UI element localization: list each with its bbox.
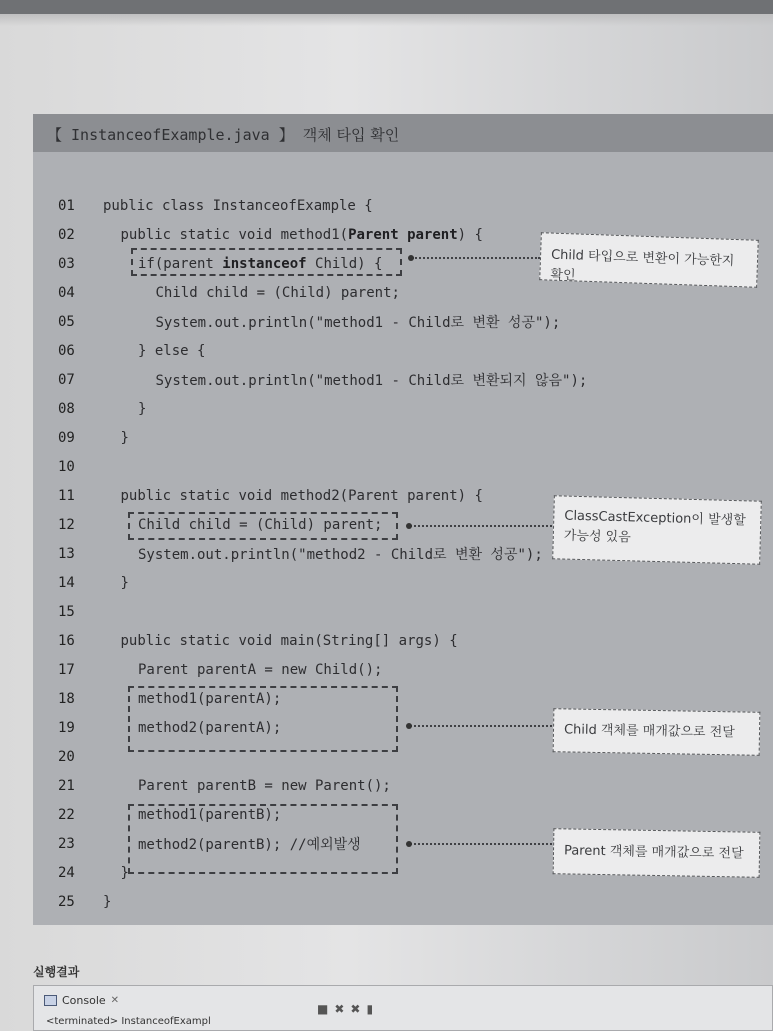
code-text-part: System.out.println("method1 - Child로 변환되지 않음"); — [155, 372, 588, 389]
code-text — [138, 401, 146, 417]
callout-text: Child 객체를 매개값으로 전달 — [563, 722, 735, 741]
line-number: 05 — [58, 313, 75, 330]
line-number: 07 — [58, 371, 75, 388]
code-text-part: Parent parentB = new Parent(); — [138, 777, 391, 794]
code-text — [121, 430, 129, 446]
close-icon[interactable]: ✕ — [110, 995, 120, 1006]
code-line — [33, 423, 773, 452]
callout-instanceof-check — [539, 232, 759, 288]
line-number: 15 — [58, 603, 75, 620]
callout-text: Child 타입으로 변환이 가능한지 확인 — [550, 247, 735, 284]
code-text-part: method2(parentB); //예외발생 — [138, 836, 361, 853]
code-text-part: Child child = (Child) parent; — [138, 516, 383, 533]
callout-text: 가능성 있음 — [563, 528, 631, 546]
highlight-box-lines22-23 — [128, 804, 398, 874]
code-text-part: Child) { — [306, 255, 383, 272]
line-number: 20 — [58, 748, 75, 765]
code-text-part: } — [120, 864, 129, 881]
remove-launch-icon[interactable]: ■ — [317, 1002, 329, 1016]
code-line — [33, 771, 773, 800]
line-number: 02 — [58, 226, 75, 243]
code-text-part: method1(parentA); — [138, 690, 282, 707]
code-line — [33, 336, 773, 365]
code-text — [138, 343, 205, 359]
code-text-part: } — [120, 429, 129, 446]
code-text — [138, 778, 391, 794]
line-number: 19 — [58, 719, 75, 736]
line-number: 24 — [58, 864, 75, 881]
highlight-box-line12 — [128, 512, 398, 540]
line-number: 17 — [58, 661, 75, 678]
code-line — [33, 394, 773, 423]
result-section-title: 실행결과 — [33, 965, 80, 979]
console-toolbar — [317, 1002, 373, 1016]
line-number: 12 — [58, 516, 75, 533]
code-text — [156, 312, 561, 332]
console-icon — [44, 995, 57, 1006]
leader-line-2 — [410, 525, 552, 527]
code-header — [47, 124, 399, 145]
code-line — [33, 887, 773, 916]
highlight-box-line3 — [131, 248, 402, 276]
highlight-box-lines18-19 — [128, 686, 398, 752]
code-text — [121, 633, 458, 649]
code-text-part: method2(parentA); — [138, 719, 282, 736]
code-text-part: public static void method1( — [120, 226, 349, 243]
code-line — [33, 568, 773, 597]
scroll-lock-icon[interactable]: ▮ — [366, 1002, 374, 1016]
code-text-part: System.out.println("method2 - Child로 변환 성공"); — [138, 546, 543, 563]
line-number: 13 — [58, 545, 75, 562]
line-number: 21 — [58, 777, 75, 794]
clear-icon[interactable]: ✖ — [350, 1002, 361, 1016]
code-text-part: Parent parentA = new Child(); — [138, 661, 383, 678]
code-text — [121, 575, 129, 591]
line-number: 23 — [58, 835, 75, 852]
code-text-part: public static void main(String[] args) { — [120, 632, 458, 649]
code-line — [33, 452, 773, 481]
code-line — [33, 597, 773, 626]
line-number: 18 — [58, 690, 75, 707]
console-view — [33, 985, 773, 1031]
line-number: 03 — [58, 255, 75, 272]
line-number: 14 — [58, 574, 75, 591]
code-text — [121, 488, 483, 504]
leader-line-3 — [410, 725, 552, 727]
line-number: 04 — [58, 284, 75, 301]
line-number: 01 — [58, 197, 75, 214]
console-status: <terminated> InstanceofExampl — [46, 1016, 211, 1027]
console-tab[interactable] — [44, 994, 119, 1007]
code-text-part: public class InstanceofExample { — [103, 197, 373, 214]
code-line — [33, 365, 773, 394]
code-title: 객체 타입 확인 — [302, 126, 400, 144]
code-text-part: if(parent — [138, 255, 223, 272]
code-keyword: Parent parent — [348, 226, 458, 243]
remove-all-icon[interactable]: ✖ — [334, 1002, 345, 1016]
line-number: 16 — [58, 632, 75, 649]
code-line — [33, 307, 773, 336]
code-keyword: instanceof — [222, 255, 307, 272]
code-text — [138, 544, 543, 564]
code-text-part: System.out.println("method1 - Child로 변환 성공"); — [155, 314, 561, 331]
code-line — [33, 626, 773, 655]
line-number: 06 — [58, 342, 75, 359]
line-number: 10 — [58, 458, 75, 475]
callout-child-arg — [553, 708, 761, 756]
code-text — [138, 662, 382, 678]
code-line — [33, 655, 773, 684]
line-number: 11 — [58, 487, 75, 504]
code-text-part: } — [138, 400, 147, 417]
callout-class-cast-warning — [552, 495, 762, 564]
code-text-part: } — [120, 574, 129, 591]
code-text-part: } else { — [138, 342, 206, 359]
line-number: 25 — [58, 893, 75, 910]
callout-text: ClassCastException이 발생할 — [564, 508, 746, 529]
code-text-part: method1(parentB); — [138, 806, 282, 823]
code-text-part: ) { — [457, 226, 483, 243]
code-text — [156, 370, 588, 390]
code-text — [156, 285, 400, 301]
leader-line-1 — [412, 257, 540, 259]
code-text — [103, 894, 111, 910]
code-text — [121, 227, 483, 243]
callout-text: Parent 객체를 매개값으로 전달 — [563, 843, 744, 862]
code-text — [103, 198, 373, 214]
callout-parent-arg — [553, 828, 761, 878]
code-filename: 【 InstanceofExample.java 】 — [47, 126, 294, 144]
code-text-part: } — [103, 893, 112, 910]
line-number: 22 — [58, 806, 75, 823]
code-line — [33, 191, 773, 220]
code-text-part: public static void method2(Parent parent) { — [120, 487, 483, 504]
line-number: 09 — [58, 429, 75, 446]
code-text-part: Child child = (Child) parent; — [155, 284, 400, 301]
leader-line-4 — [410, 843, 552, 845]
console-tab-label: Console — [62, 994, 106, 1007]
line-number: 08 — [58, 400, 75, 417]
